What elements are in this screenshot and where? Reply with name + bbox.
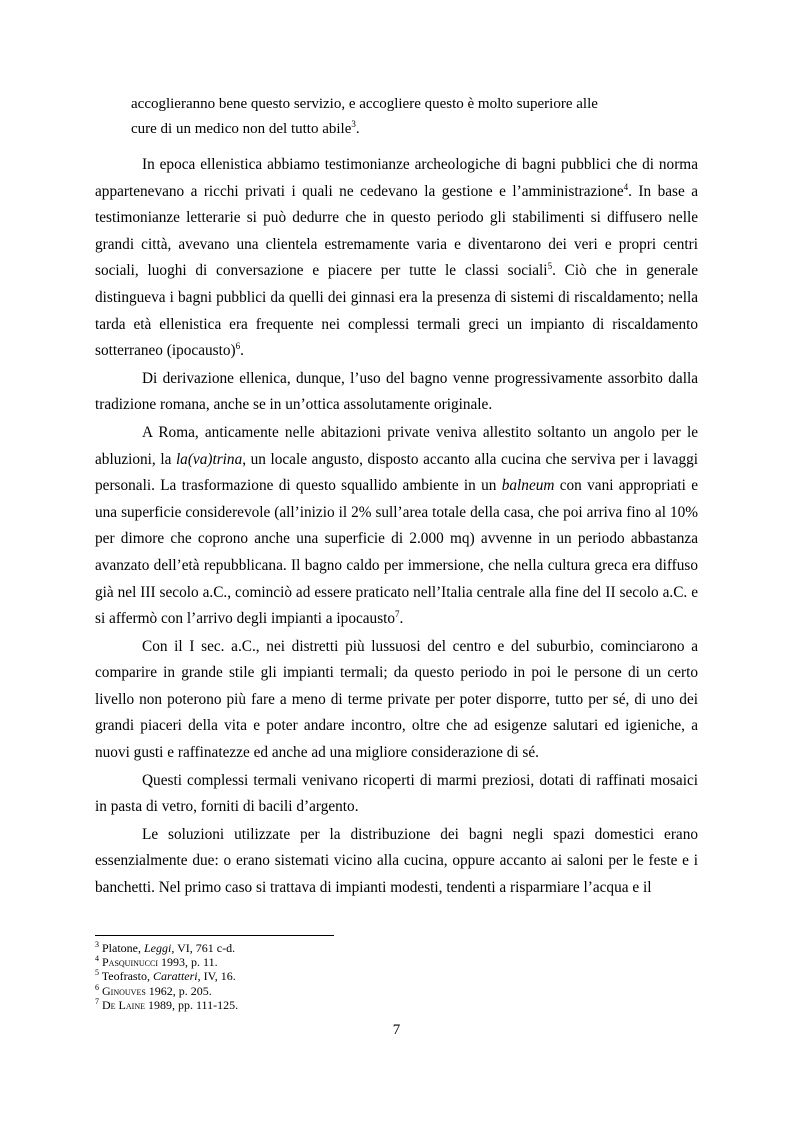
paragraph-thermal-complexes: Questi complessi termali venivano ricoperti di marmi preziosi, dotati di raffinati mosaici in pasta di vetro, forniti di bacili d’argento. — [95, 771, 698, 816]
body-text — [95, 152, 698, 903]
footnote-ref-5[interactable]: 5 — [547, 261, 553, 272]
footnote-6: $^6$ Ginouves 1962, p. 205. — [95, 982, 212, 998]
footnote-separator — [95, 935, 334, 936]
footnote-ref-3[interactable]: 3 — [351, 119, 356, 129]
footnote-ref-6[interactable]: 6 — [235, 341, 241, 352]
term-lavatrina: la(va)trina — [175, 450, 243, 468]
quote-line-2: cure di un medico non del tutto abile$^3$. — [131, 119, 360, 137]
footnote-4: $^4$ Pasquinucci 1993, p. 11. — [95, 954, 218, 970]
footnotes — [95, 941, 695, 1012]
footnote-ref-7[interactable]: 7 — [395, 609, 400, 619]
quote-line-1: accoglieranno bene questo servizio, e accogliere questo è molto superiore alle — [131, 96, 598, 112]
term-balneum: balneum — [501, 477, 555, 495]
paragraph-domestic-solutions: Le soluzioni utilizzate per la distribuzione dei bagni negli spazi domestici erano essenzialmente due: o erano sistemati vicino alla cucina, oppure accanto ai saloni per le feste e i banchetti. Nel primo caso si trattava di impianti modesti, tendenti a risparmiare l’acqua e il — [95, 825, 698, 897]
footnote-ref-4[interactable]: 4 — [623, 181, 629, 192]
footnote-7: $^7$ De Laine 1989, pp. 111-125. — [95, 996, 239, 1012]
paragraph-first-century: Con il I sec. a.C., nei distretti più lussuosi del centro e del suburbio, cominciarono a comparire in grande stile gli impianti termali; da questo periodo in poi le persone di un certo livello non poterono più fare a meno di terme private per poter disporre, tutto per sé, di uno dei grandi piaceri della vita e poter andare incontro, oltre che ad esigenze salutari ed igieniche, a nuovi gusti e raffinatezze ed anche ad una migliore considerazione di sé. — [95, 637, 698, 762]
page-number: 7 — [392, 1022, 401, 1038]
paragraph-hellenistic-baths: In epoca ellenistica abbiamo testimonianze archeologiche di bagni pubblici che di norma appartenevano a ricchi privati i quali ne cedevano la gestione e l’amministrazione$^4$. In base a testimonianze letterarie si può dedurre che in questo periodo gli stabilimenti si diffusero nelle grandi città, avevano una clientela estremamente varia e diventarono dei veri e propri centri sociali, luoghi di conversazione e piacere per tutte le classi sociali$^5$. Ciò che in generale distingueva i bagni pubblici da quelli dei ginnasi era la presenza di sistemi di riscaldamento; nella tarda età ellenistica era frequente nei complessi termali greci un impianto di riscaldamento sotterraneo (ipocausto)$^6$. — [95, 156, 698, 360]
paragraph-hellenic-derivation: Di derivazione ellenica, dunque, l’uso del bagno venne progressivamente assorbito dalla tradizione romana, anche se in un’ottica assolutamente originale. — [95, 369, 698, 414]
block-quote — [131, 92, 661, 142]
footnote-5: $^5$ Teofrasto, Caratteri, IV, 16. — [95, 968, 236, 984]
footnote-3: $^3$ Platone, Leggi, VI, 761 c-d. — [95, 940, 236, 955]
paragraph-rome: A Roma, anticamente nelle abitazioni private veniva allestito soltanto un angolo per le abluzioni, la la(va)trina, un locale angusto, disposto accanto alla cucina che serviva per i lavaggi personali. La trasformazione di questo squallido ambiente in un balneum con vani appropriati e una superficie considerevole (all’inizio il 2% sull’area totale della casa, che poi arriva fino al 10% per dimore che coprono anche una superficie di 2.000 mq) avvenne in un periodo abbastanza avanzato dell’età repubblicana. Il bagno caldo per immersione, che nella cultura greca era diffuso già nel III secolo a.C., cominciò ad essere praticato nell’Italia centrale alla fine del II secolo a.C. e si affermò con l’arrivo degli impianti a ipocausto$^7$. — [95, 423, 698, 628]
